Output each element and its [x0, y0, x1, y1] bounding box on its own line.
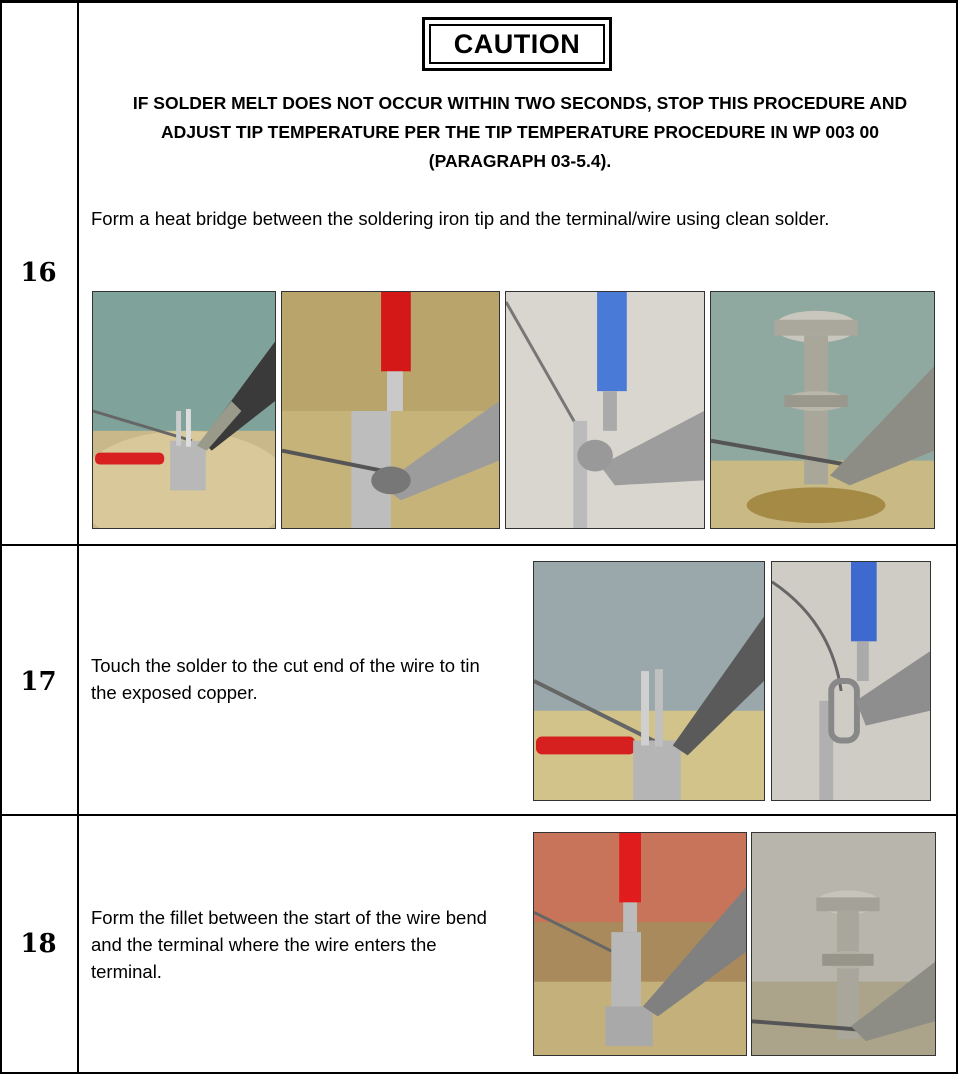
caution-heading: CAUTION [429, 24, 605, 64]
step-number: 18 [20, 929, 57, 959]
step-number: 17 [20, 667, 57, 697]
step-17-photo-2 [771, 561, 931, 801]
step-row-18 [0, 816, 958, 1074]
step-instruction: Form a heat bridge between the soldering iron tip and the terminal/wire using clean solder. [91, 208, 830, 229]
step-18-photo-2 [751, 832, 936, 1056]
step-16-photo-3 [505, 291, 705, 529]
step-row-17 [0, 546, 958, 816]
step-16-photo-4 [710, 291, 935, 529]
caution-box [422, 17, 612, 71]
step-row-16 [0, 3, 958, 546]
step-instruction: Form the fillet between the start of the wire bend and the terminal where the wire enters the terminal. [91, 907, 487, 982]
step-18-photo-1 [533, 832, 747, 1056]
column-divider [77, 3, 79, 1074]
step-instruction: Touch the solder to the cut end of the wire to tin the exposed copper. [91, 655, 480, 703]
step-number: 16 [20, 258, 57, 288]
step-17-photo-1 [533, 561, 765, 801]
caution-text: IF SOLDER MELT DOES NOT OCCUR WITHIN TWO SECONDS, STOP THIS PROCEDURE AND ADJUST TIP TEMPERATURE PER THE TIP TEMPERATURE PROCEDURE IN WP 003 00 (PARAGRAPH 03-5.4). [132, 93, 908, 171]
step-16-photo-1 [92, 291, 276, 529]
step-16-photo-2 [281, 291, 500, 529]
